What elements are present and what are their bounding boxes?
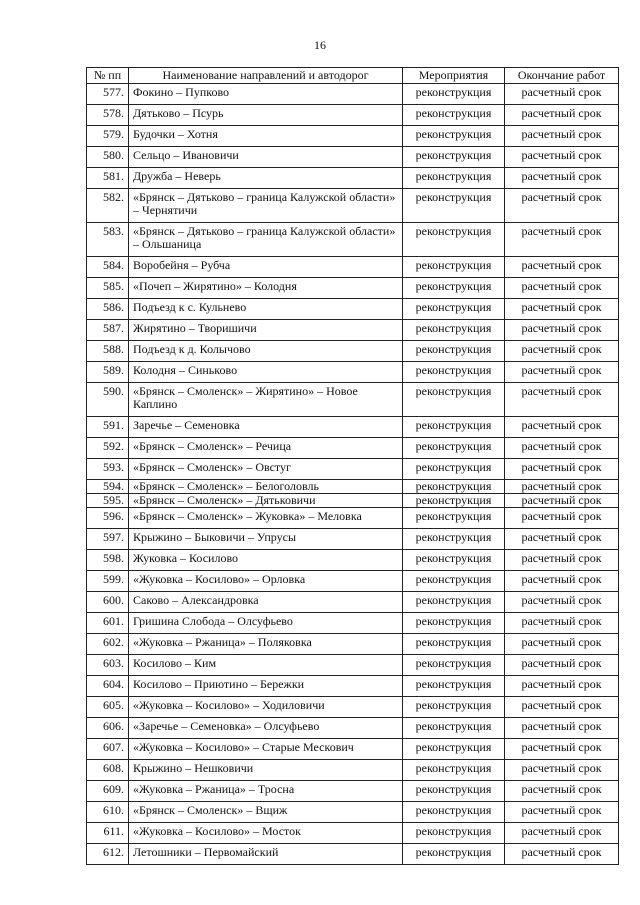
- row-action: реконструкция: [403, 550, 505, 571]
- row-number: 612.: [87, 844, 129, 865]
- row-number: 583.: [87, 223, 129, 257]
- row-road-name: Фокино – Пупково: [129, 84, 403, 105]
- row-action: реконструкция: [403, 480, 505, 494]
- row-action: реконструкция: [403, 168, 505, 189]
- row-end-date: расчетный срок: [505, 278, 619, 299]
- row-number: 585.: [87, 278, 129, 299]
- row-number: 608.: [87, 760, 129, 781]
- row-action: реконструкция: [403, 362, 505, 383]
- row-end-date: расчетный срок: [505, 383, 619, 417]
- table-row: [87, 655, 619, 676]
- row-end-date: расчетный срок: [505, 634, 619, 655]
- row-end-date: расчетный срок: [505, 417, 619, 438]
- row-road-name: Саково – Александровка: [129, 592, 403, 613]
- table-row: [87, 739, 619, 760]
- table-row: [87, 718, 619, 739]
- row-end-date: расчетный срок: [505, 697, 619, 718]
- row-action: реконструкция: [403, 823, 505, 844]
- row-end-date: расчетный срок: [505, 676, 619, 697]
- row-end-date: расчетный срок: [505, 592, 619, 613]
- table-row: [87, 494, 619, 508]
- row-number: 594.: [87, 480, 129, 494]
- row-end-date: расчетный срок: [505, 362, 619, 383]
- row-road-name: Воробейня – Рубча: [129, 257, 403, 278]
- header-number: № пп: [87, 68, 129, 84]
- row-number: 596.: [87, 508, 129, 529]
- row-end-date: расчетный срок: [505, 438, 619, 459]
- header-end-date: Окончание работ: [505, 68, 619, 84]
- table-row: [87, 189, 619, 223]
- row-action: реконструкция: [403, 634, 505, 655]
- row-end-date: расчетный срок: [505, 613, 619, 634]
- table-row: [87, 480, 619, 494]
- row-road-name: «Брянск – Смоленск» – Вщиж: [129, 802, 403, 823]
- table-row: [87, 613, 619, 634]
- table-header-row: [87, 68, 619, 84]
- row-road-name: Дятьково – Псурь: [129, 105, 403, 126]
- row-action: реконструкция: [403, 718, 505, 739]
- table-body: [87, 84, 619, 865]
- row-action: реконструкция: [403, 697, 505, 718]
- row-number: 600.: [87, 592, 129, 613]
- row-number: 589.: [87, 362, 129, 383]
- row-number: 604.: [87, 676, 129, 697]
- row-end-date: расчетный срок: [505, 508, 619, 529]
- row-road-name: «Жуковка – Косилово» – Орловка: [129, 571, 403, 592]
- row-road-name: «Брянск – Дятьково – граница Калужской области» – Ольшаница: [129, 223, 403, 257]
- row-road-name: «Брянск – Смоленск» – Овстуг: [129, 459, 403, 480]
- row-end-date: расчетный срок: [505, 844, 619, 865]
- row-number: 599.: [87, 571, 129, 592]
- table-row: [87, 362, 619, 383]
- row-end-date: расчетный срок: [505, 760, 619, 781]
- table-row: [87, 571, 619, 592]
- row-action: реконструкция: [403, 508, 505, 529]
- row-road-name: «Жуковка – Косилово» – Ходиловичи: [129, 697, 403, 718]
- row-number: 598.: [87, 550, 129, 571]
- row-road-name: «Брянск – Смоленск» – Жуковка» – Меловка: [129, 508, 403, 529]
- table-row: [87, 676, 619, 697]
- table-row: [87, 168, 619, 189]
- table-row: [87, 802, 619, 823]
- row-action: реконструкция: [403, 341, 505, 362]
- table-row: [87, 508, 619, 529]
- row-number: 606.: [87, 718, 129, 739]
- row-road-name: Сельцо – Ивановичи: [129, 147, 403, 168]
- table-row: [87, 781, 619, 802]
- row-road-name: Жуковка – Косилово: [129, 550, 403, 571]
- row-end-date: расчетный срок: [505, 781, 619, 802]
- table-row: [87, 459, 619, 480]
- table-row: [87, 634, 619, 655]
- row-road-name: Жирятино – Творишичи: [129, 320, 403, 341]
- row-number: 601.: [87, 613, 129, 634]
- row-number: 577.: [87, 84, 129, 105]
- row-number: 591.: [87, 417, 129, 438]
- row-number: 607.: [87, 739, 129, 760]
- row-action: реконструкция: [403, 655, 505, 676]
- row-road-name: Дружба – Неверь: [129, 168, 403, 189]
- row-action: реконструкция: [403, 613, 505, 634]
- row-road-name: Крыжино – Быковичи – Упрусы: [129, 529, 403, 550]
- row-end-date: расчетный срок: [505, 655, 619, 676]
- table-row: [87, 223, 619, 257]
- row-road-name: Заречье – Семеновка: [129, 417, 403, 438]
- row-action: реконструкция: [403, 494, 505, 508]
- table-row: [87, 126, 619, 147]
- row-number: 580.: [87, 147, 129, 168]
- row-number: 595.: [87, 494, 129, 508]
- row-number: 602.: [87, 634, 129, 655]
- row-end-date: расчетный срок: [505, 341, 619, 362]
- row-number: 605.: [87, 697, 129, 718]
- row-road-name: «Брянск – Смоленск» – Дятьковичи: [129, 494, 403, 508]
- row-end-date: расчетный срок: [505, 168, 619, 189]
- row-road-name: Подъезд к д. Колычово: [129, 341, 403, 362]
- table-row: [87, 320, 619, 341]
- row-number: 579.: [87, 126, 129, 147]
- table-row: [87, 105, 619, 126]
- row-number: 581.: [87, 168, 129, 189]
- row-action: реконструкция: [403, 760, 505, 781]
- row-action: реконструкция: [403, 529, 505, 550]
- row-road-name: «Брянск – Смоленск» – Жирятино» – Новое Каплино: [129, 383, 403, 417]
- row-number: 610.: [87, 802, 129, 823]
- row-end-date: расчетный срок: [505, 223, 619, 257]
- row-number: 611.: [87, 823, 129, 844]
- table-row: [87, 550, 619, 571]
- row-end-date: расчетный срок: [505, 480, 619, 494]
- row-number: 578.: [87, 105, 129, 126]
- row-action: реконструкция: [403, 320, 505, 341]
- row-action: реконструкция: [403, 126, 505, 147]
- row-action: реконструкция: [403, 781, 505, 802]
- row-road-name: «Жуковка – Косилово» – Мосток: [129, 823, 403, 844]
- row-number: 603.: [87, 655, 129, 676]
- row-number: 586.: [87, 299, 129, 320]
- row-road-name: Гришина Слобода – Олсуфьево: [129, 613, 403, 634]
- row-end-date: расчетный срок: [505, 739, 619, 760]
- row-action: реконструкция: [403, 739, 505, 760]
- row-road-name: «Брянск – Смоленск» – Белоголовль: [129, 480, 403, 494]
- row-end-date: расчетный срок: [505, 529, 619, 550]
- row-action: реконструкция: [403, 383, 505, 417]
- row-road-name: «Почеп – Жирятино» – Колодня: [129, 278, 403, 299]
- row-action: реконструкция: [403, 459, 505, 480]
- table-row: [87, 529, 619, 550]
- row-road-name: Летошники – Первомайский: [129, 844, 403, 865]
- row-road-name: Крыжино – Нешковичи: [129, 760, 403, 781]
- row-action: реконструкция: [403, 84, 505, 105]
- row-action: реконструкция: [403, 257, 505, 278]
- row-action: реконструкция: [403, 147, 505, 168]
- row-action: реконструкция: [403, 278, 505, 299]
- row-road-name: Подъезд к с. Кульнево: [129, 299, 403, 320]
- row-end-date: расчетный срок: [505, 299, 619, 320]
- row-action: реконструкция: [403, 438, 505, 459]
- row-number: 593.: [87, 459, 129, 480]
- row-end-date: расчетный срок: [505, 257, 619, 278]
- row-number: 584.: [87, 257, 129, 278]
- row-end-date: расчетный срок: [505, 459, 619, 480]
- header-action: Мероприятия: [403, 68, 505, 84]
- row-end-date: расчетный срок: [505, 84, 619, 105]
- row-end-date: расчетный срок: [505, 802, 619, 823]
- table-row: [87, 383, 619, 417]
- row-road-name: «Брянск – Смоленск» – Речица: [129, 438, 403, 459]
- row-road-name: «Заречье – Семеновка» – Олсуфьево: [129, 718, 403, 739]
- row-action: реконструкция: [403, 592, 505, 613]
- row-end-date: расчетный срок: [505, 105, 619, 126]
- table-row: [87, 760, 619, 781]
- table-row: [87, 341, 619, 362]
- row-end-date: расчетный срок: [505, 550, 619, 571]
- row-action: реконструкция: [403, 676, 505, 697]
- row-number: 592.: [87, 438, 129, 459]
- row-road-name: «Жуковка – Ржаница» – Тросна: [129, 781, 403, 802]
- table-row: [87, 697, 619, 718]
- row-end-date: расчетный срок: [505, 126, 619, 147]
- row-road-name: «Жуковка – Ржаница» – Поляковка: [129, 634, 403, 655]
- row-end-date: расчетный срок: [505, 320, 619, 341]
- row-end-date: расчетный срок: [505, 494, 619, 508]
- table-row: [87, 823, 619, 844]
- row-end-date: расчетный срок: [505, 189, 619, 223]
- row-action: реконструкция: [403, 189, 505, 223]
- row-road-name: «Брянск – Дятьково – граница Калужской области» – Чернятичи: [129, 189, 403, 223]
- row-action: реконструкция: [403, 417, 505, 438]
- row-end-date: расчетный срок: [505, 147, 619, 168]
- row-road-name: Косилово – Приютино – Бережки: [129, 676, 403, 697]
- page-number: 16: [314, 38, 326, 52]
- table-row: [87, 299, 619, 320]
- table-row: [87, 844, 619, 865]
- row-number: 588.: [87, 341, 129, 362]
- row-action: реконструкция: [403, 844, 505, 865]
- row-action: реконструкция: [403, 105, 505, 126]
- row-number: 590.: [87, 383, 129, 417]
- table-row: [87, 438, 619, 459]
- row-road-name: Колодня – Синьково: [129, 362, 403, 383]
- row-end-date: расчетный срок: [505, 718, 619, 739]
- row-action: реконструкция: [403, 802, 505, 823]
- row-road-name: «Жуковка – Косилово» – Старые Мескович: [129, 739, 403, 760]
- row-action: реконструкция: [403, 299, 505, 320]
- table-row: [87, 592, 619, 613]
- row-number: 587.: [87, 320, 129, 341]
- row-action: реконструкция: [403, 223, 505, 257]
- row-road-name: Косилово – Ким: [129, 655, 403, 676]
- row-end-date: расчетный срок: [505, 571, 619, 592]
- roads-table: [86, 67, 619, 865]
- row-number: 597.: [87, 529, 129, 550]
- table-row: [87, 84, 619, 105]
- row-number: 582.: [87, 189, 129, 223]
- row-road-name: Будочки – Хотня: [129, 126, 403, 147]
- row-action: реконструкция: [403, 571, 505, 592]
- header-road-name: Наименование направлений и автодорог: [129, 68, 403, 84]
- table-row: [87, 147, 619, 168]
- table-row: [87, 257, 619, 278]
- row-end-date: расчетный срок: [505, 823, 619, 844]
- table-row: [87, 278, 619, 299]
- row-number: 609.: [87, 781, 129, 802]
- table-row: [87, 417, 619, 438]
